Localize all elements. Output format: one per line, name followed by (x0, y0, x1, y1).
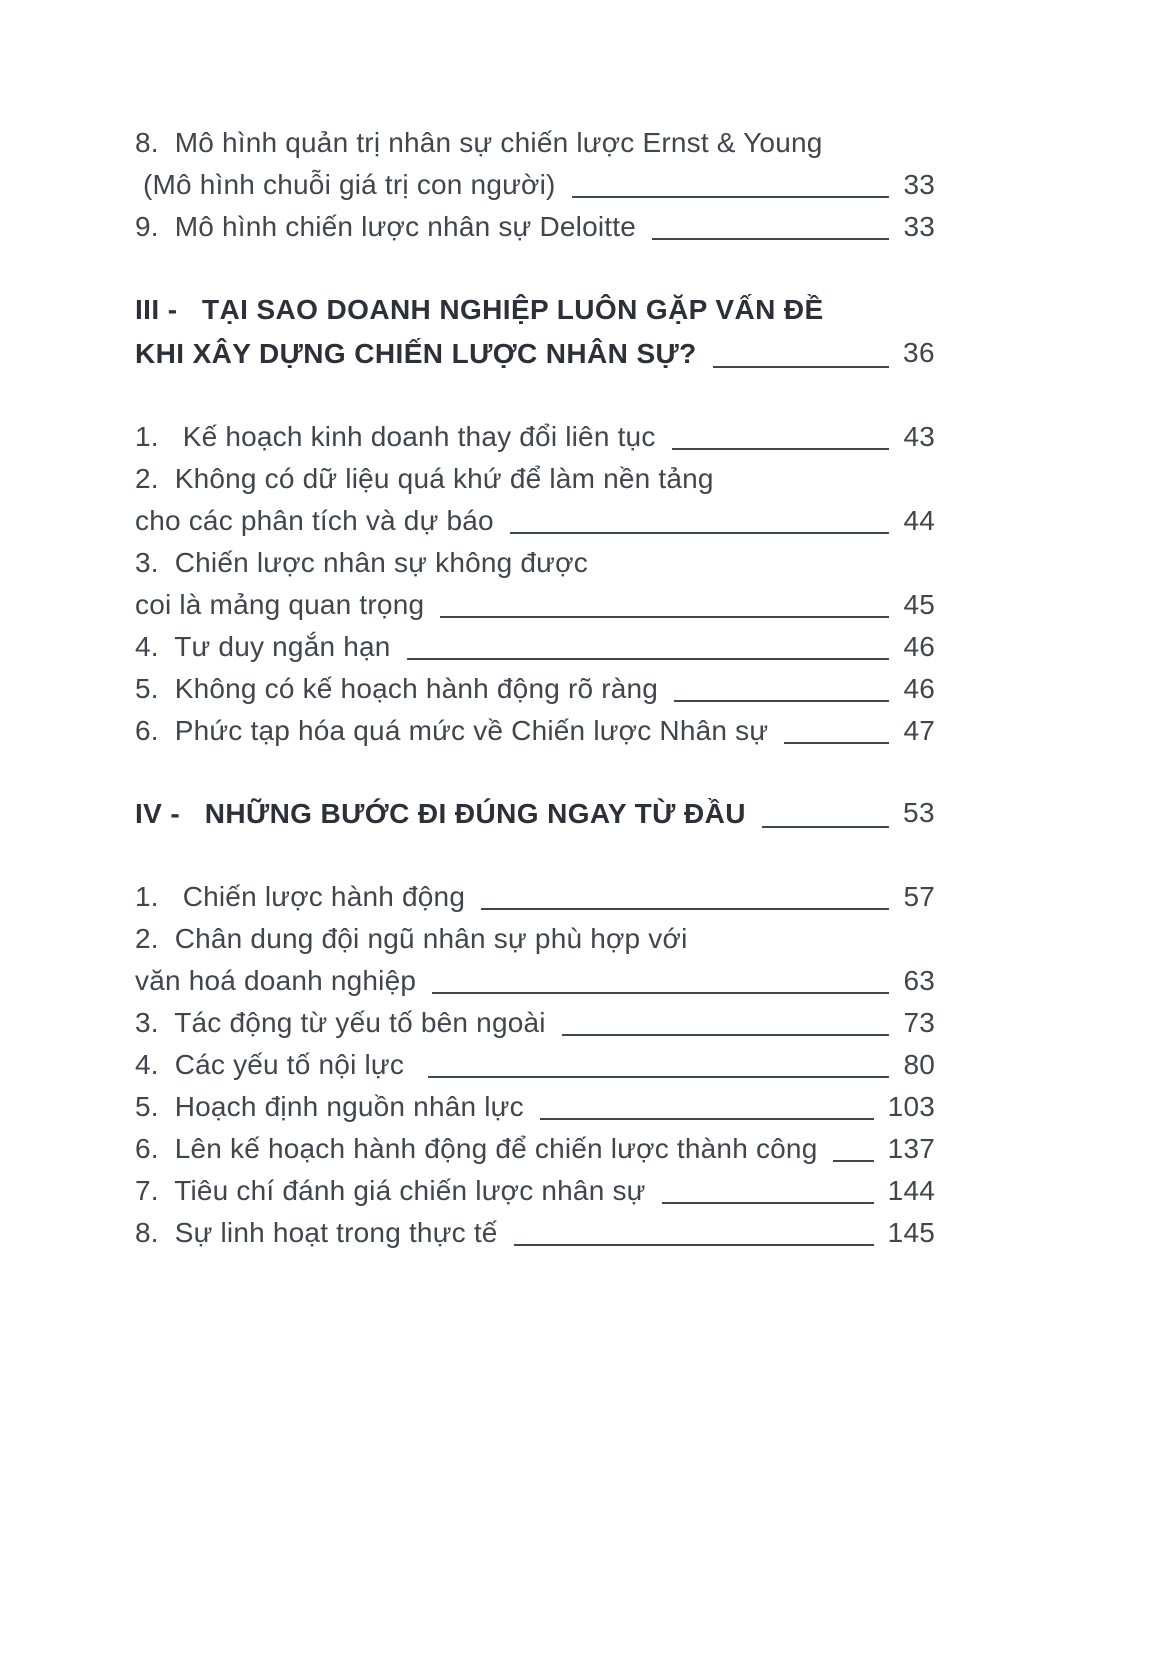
entry-last-line (135, 792, 935, 836)
leader-line (440, 616, 889, 618)
page-number: 145 (887, 1217, 935, 1248)
leader-line (428, 1076, 889, 1078)
page-number: 33 (903, 169, 935, 200)
leader-line (407, 658, 890, 660)
entry-last-line (135, 1044, 935, 1086)
page-number: 103 (887, 1091, 935, 1122)
entry-last-line (135, 626, 935, 668)
toc-entry (135, 1170, 935, 1212)
entry-text: 7. Tiêu chí đánh giá chiến lược nhân sự (135, 1175, 646, 1206)
leader-line (540, 1118, 874, 1120)
entry-last-line (135, 1086, 935, 1128)
leader-line (784, 742, 889, 744)
entry-text-line (135, 542, 935, 584)
page-number: 47 (903, 715, 935, 746)
entry-text: KHI XÂY DỰNG CHIẾN LƯỢC NHÂN SỰ? (135, 338, 697, 369)
page-number: 43 (903, 421, 935, 452)
entry-text-line (135, 288, 935, 332)
entry-text: 5. Không có kế hoạch hành động rõ ràng (135, 673, 659, 704)
page-number: 33 (903, 211, 935, 242)
entry-text: 1. Chiến lược hành động (135, 881, 466, 912)
page-number: 45 (903, 589, 935, 620)
toc-entry (135, 668, 935, 710)
entry-text: 4. Tư duy ngắn hạn (135, 631, 391, 662)
page-number: 46 (903, 673, 935, 704)
toc-section-heading (135, 792, 935, 836)
entry-text: 3. Tác động từ yếu tố bên ngoài (135, 1007, 546, 1038)
entry-last-line (135, 1170, 935, 1212)
entry-text: văn hoá doanh nghiệp (135, 965, 417, 996)
toc-entry (135, 458, 935, 542)
page-number: 144 (887, 1175, 935, 1206)
entry-text: 6. Lên kế hoạch hành động để chiến lược thành công (135, 1133, 818, 1164)
entry-last-line (135, 1002, 935, 1044)
toc-entry (135, 710, 935, 752)
leader-line (481, 908, 889, 910)
toc-entry (135, 1086, 935, 1128)
page-number: 44 (903, 505, 935, 536)
page-number: 36 (903, 337, 935, 368)
entry-last-line (135, 206, 935, 248)
toc-entry (135, 1002, 935, 1044)
leader-line (562, 1034, 890, 1036)
entry-last-line (135, 1128, 935, 1170)
entry-last-line (135, 668, 935, 710)
leader-line (510, 532, 890, 534)
entry-last-line (135, 500, 935, 542)
leader-line (652, 238, 889, 240)
entry-last-line (135, 584, 935, 626)
entry-text: 6. Phức tạp hóa quá mức về Chiến lược Nhân sự (135, 715, 769, 746)
toc-entry (135, 206, 935, 248)
entry-last-line (135, 332, 935, 376)
entry-text: 8. Mô hình quản trị nhân sự chiến lược Ernst & Young (135, 127, 823, 158)
toc-entry (135, 876, 935, 918)
toc-entry (135, 122, 935, 206)
entry-last-line (135, 1212, 935, 1254)
entry-text-line (135, 122, 935, 164)
page-number: 73 (903, 1007, 935, 1038)
entry-last-line (135, 416, 935, 458)
page-number: 57 (903, 881, 935, 912)
page-number: 63 (903, 965, 935, 996)
entry-text: 2. Chân dung đội ngũ nhân sự phù hợp với (135, 923, 688, 954)
page-number: 80 (903, 1049, 935, 1080)
toc-entry (135, 1212, 935, 1254)
toc-entry (135, 1128, 935, 1170)
leader-line (432, 992, 889, 994)
entry-text: (Mô hình chuỗi giá trị con người) (135, 169, 556, 200)
entry-text: 8. Sự linh hoạt trong thực tế (135, 1217, 498, 1248)
page-number: 46 (903, 631, 935, 662)
entry-text: 4. Các yếu tố nội lực (135, 1049, 413, 1080)
entry-text: IV - NHỮNG BƯỚC ĐI ĐÚNG NGAY TỪ ĐẦU (135, 798, 746, 829)
toc-section-heading (135, 288, 935, 376)
toc-entry (135, 918, 935, 1002)
entry-text: III - TẠI SAO DOANH NGHIỆP LUÔN GẶP VẤN ĐỀ (135, 294, 824, 325)
toc-entry (135, 542, 935, 626)
entry-text: 3. Chiến lược nhân sự không được (135, 547, 588, 578)
leader-line (674, 700, 889, 702)
toc-entry (135, 626, 935, 668)
entry-text: coi là mảng quan trọng (135, 589, 425, 620)
entry-last-line (135, 876, 935, 918)
leader-line (833, 1160, 873, 1162)
leader-line (662, 1202, 874, 1204)
toc-entry (135, 416, 935, 458)
leader-line (514, 1244, 874, 1246)
entry-text-line (135, 458, 935, 500)
entry-last-line (135, 960, 935, 1002)
leader-line (672, 448, 890, 450)
entry-text-line (135, 918, 935, 960)
entry-text: 2. Không có dữ liệu quá khứ để làm nền tảng (135, 463, 714, 494)
entry-text: cho các phân tích và dự báo (135, 505, 494, 536)
table-of-contents (135, 122, 935, 1254)
entry-last-line (135, 164, 935, 206)
entry-text: 1. Kế hoạch kinh doanh thay đổi liên tục (135, 421, 656, 452)
page-number: 137 (887, 1133, 935, 1164)
leader-line (572, 196, 890, 198)
entry-text: 5. Hoạch định nguồn nhân lực (135, 1091, 524, 1122)
entry-text: 9. Mô hình chiến lược nhân sự Deloitte (135, 211, 637, 242)
leader-line (713, 366, 889, 368)
leader-line (762, 826, 889, 828)
entry-last-line (135, 710, 935, 752)
toc-entry (135, 1044, 935, 1086)
page-number: 53 (903, 797, 935, 828)
